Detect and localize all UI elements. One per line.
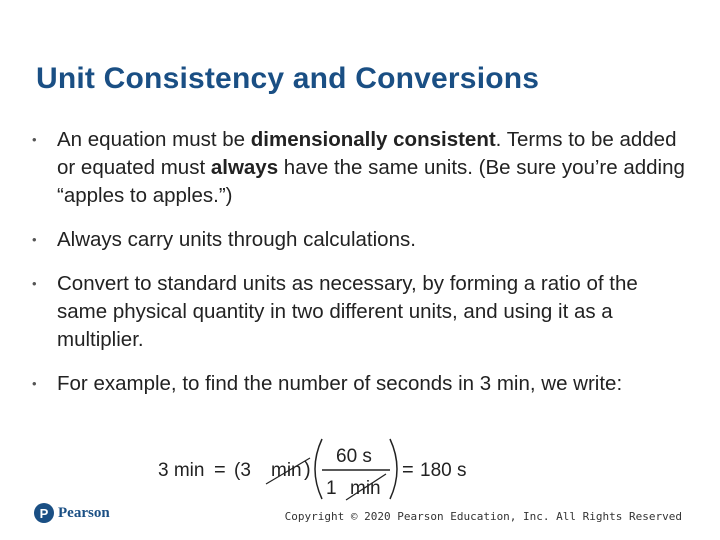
pearson-logo-text: Pearson	[58, 504, 110, 521]
fraction-denominator-unit: min	[350, 478, 381, 499]
bullet-bold-text: dimensionally consistent	[250, 128, 496, 151]
bullet-list	[32, 126, 692, 414]
pearson-logo-icon: P	[34, 503, 54, 523]
bullet-text: have the same units. (Be sure you’re adding “apples to apples.”)	[57, 156, 685, 207]
fraction-numerator: 60 s	[336, 446, 372, 467]
slide-title: Unit Consistency and Conversions	[36, 62, 540, 95]
bullet-item	[32, 126, 692, 210]
bullet-text: For example, to find the number of seconds in 3 min, we write:	[57, 372, 623, 395]
bullet-bold-text: always	[210, 156, 279, 179]
right-paren-large	[390, 439, 397, 499]
equation-struck-unit: min	[271, 460, 302, 481]
bullet-text: . Terms to be added or equated must	[57, 128, 677, 179]
bullet-text: An equation must be	[57, 128, 251, 151]
left-paren-large	[315, 439, 322, 499]
conversion-equation	[150, 436, 490, 502]
bullet-text: Always carry units through calculations.	[57, 228, 416, 251]
equation-equals: =	[214, 459, 226, 481]
equation-open-term: (3	[234, 460, 251, 481]
bullet-item	[32, 370, 692, 398]
bullet-item	[32, 270, 692, 354]
bullet-item	[32, 226, 692, 254]
equation-result: 180 s	[420, 460, 467, 481]
equation-lhs: 3 min	[158, 460, 205, 481]
copyright-notice: Copyright © 2020 Pearson Education, Inc. All Rights Reserved	[284, 510, 682, 523]
pearson-logo	[34, 503, 110, 523]
fraction-denominator-number: 1	[326, 478, 337, 499]
bullet-text: Convert to standard units as necessary, by forming a ratio of the same physical quantity in two different units, and using it as a multiplier.	[57, 272, 638, 351]
equation-close-paren: )	[304, 459, 311, 481]
equation-equals-2: =	[402, 459, 414, 481]
